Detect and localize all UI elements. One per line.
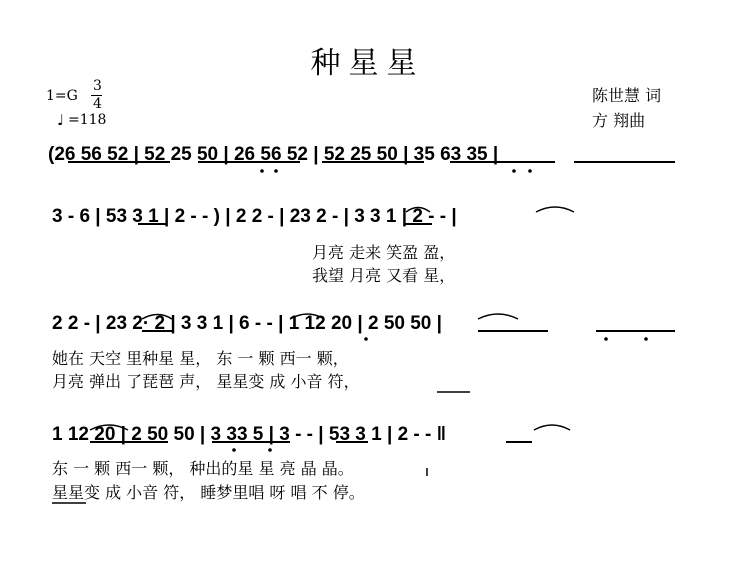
octave-dot-7 (644, 337, 648, 341)
lyric-line-4: 月亮 弹出 了琵琶 声， 星星变 成 小音 符， (52, 372, 360, 391)
slur-row-4b (534, 425, 570, 430)
score-row-2: 3 - 6 | 53 3 1 | 2 - - ) | 2 2 - | 23 2 - | 3 3 1 | 2 - - | (52, 206, 457, 227)
key-signature: 1=G (46, 88, 78, 104)
octave-dot-3 (512, 169, 516, 173)
lyric-line-2: 我望 月亮 又看 星， (312, 266, 456, 285)
slur-row-3b (290, 314, 324, 319)
slur-row-2b (536, 207, 574, 212)
slur-row-2a (406, 208, 430, 213)
octave-dot-4 (528, 169, 532, 173)
octave-dot-5 (364, 337, 368, 341)
lyricist-credit: 陈世慧 词 (592, 86, 662, 105)
tempo-marking: =118 (68, 112, 107, 128)
lyric-line-6: 星星变 成 小音 符， 睡梦里唱 呀 唱 不 停。 (52, 483, 365, 502)
time-signature-denominator: 4 (93, 96, 102, 112)
score-row-1: (26 56 52 | 52 25 50 | 26 56 52 | 52 25 50 | 35 63 35 | (48, 144, 499, 165)
time-signature-numerator: 3 (93, 78, 102, 94)
octave-dot-6 (604, 337, 608, 341)
octave-dot-1 (260, 169, 264, 173)
slur-row-3c (478, 314, 518, 319)
score-row-3: 2 2 - | 23 2· 2 | 3 3 1 | 6 - - | 1 12 20 | 2 50 50 | (52, 313, 442, 334)
composer-credit: 方 翔曲 (592, 111, 646, 130)
lyric-line-1: 月亮 走来 笑盈 盈， (312, 243, 456, 262)
octave-dot-8 (232, 448, 236, 452)
octave-dot-2 (274, 169, 278, 173)
song-title: 种星星 (310, 46, 425, 81)
score-row-4: 1 12 20 | 2 50 50 | 3 33 5 | 3 - - | 53 3 1 | 2 - - ‖ (52, 424, 447, 445)
quarter-note-icon: ♩ (57, 111, 65, 129)
slur-row-4a (90, 425, 128, 430)
octave-dot-9 (268, 448, 272, 452)
lyric-line-5: 东 一 颗 西一 颗， 种出的星 星 亮 晶 晶。 (52, 459, 354, 478)
slur-row-3a (142, 315, 172, 320)
lyric-line-3: 她在 天空 里种星 星， 东 一 颗 西一 颗， (52, 349, 349, 368)
